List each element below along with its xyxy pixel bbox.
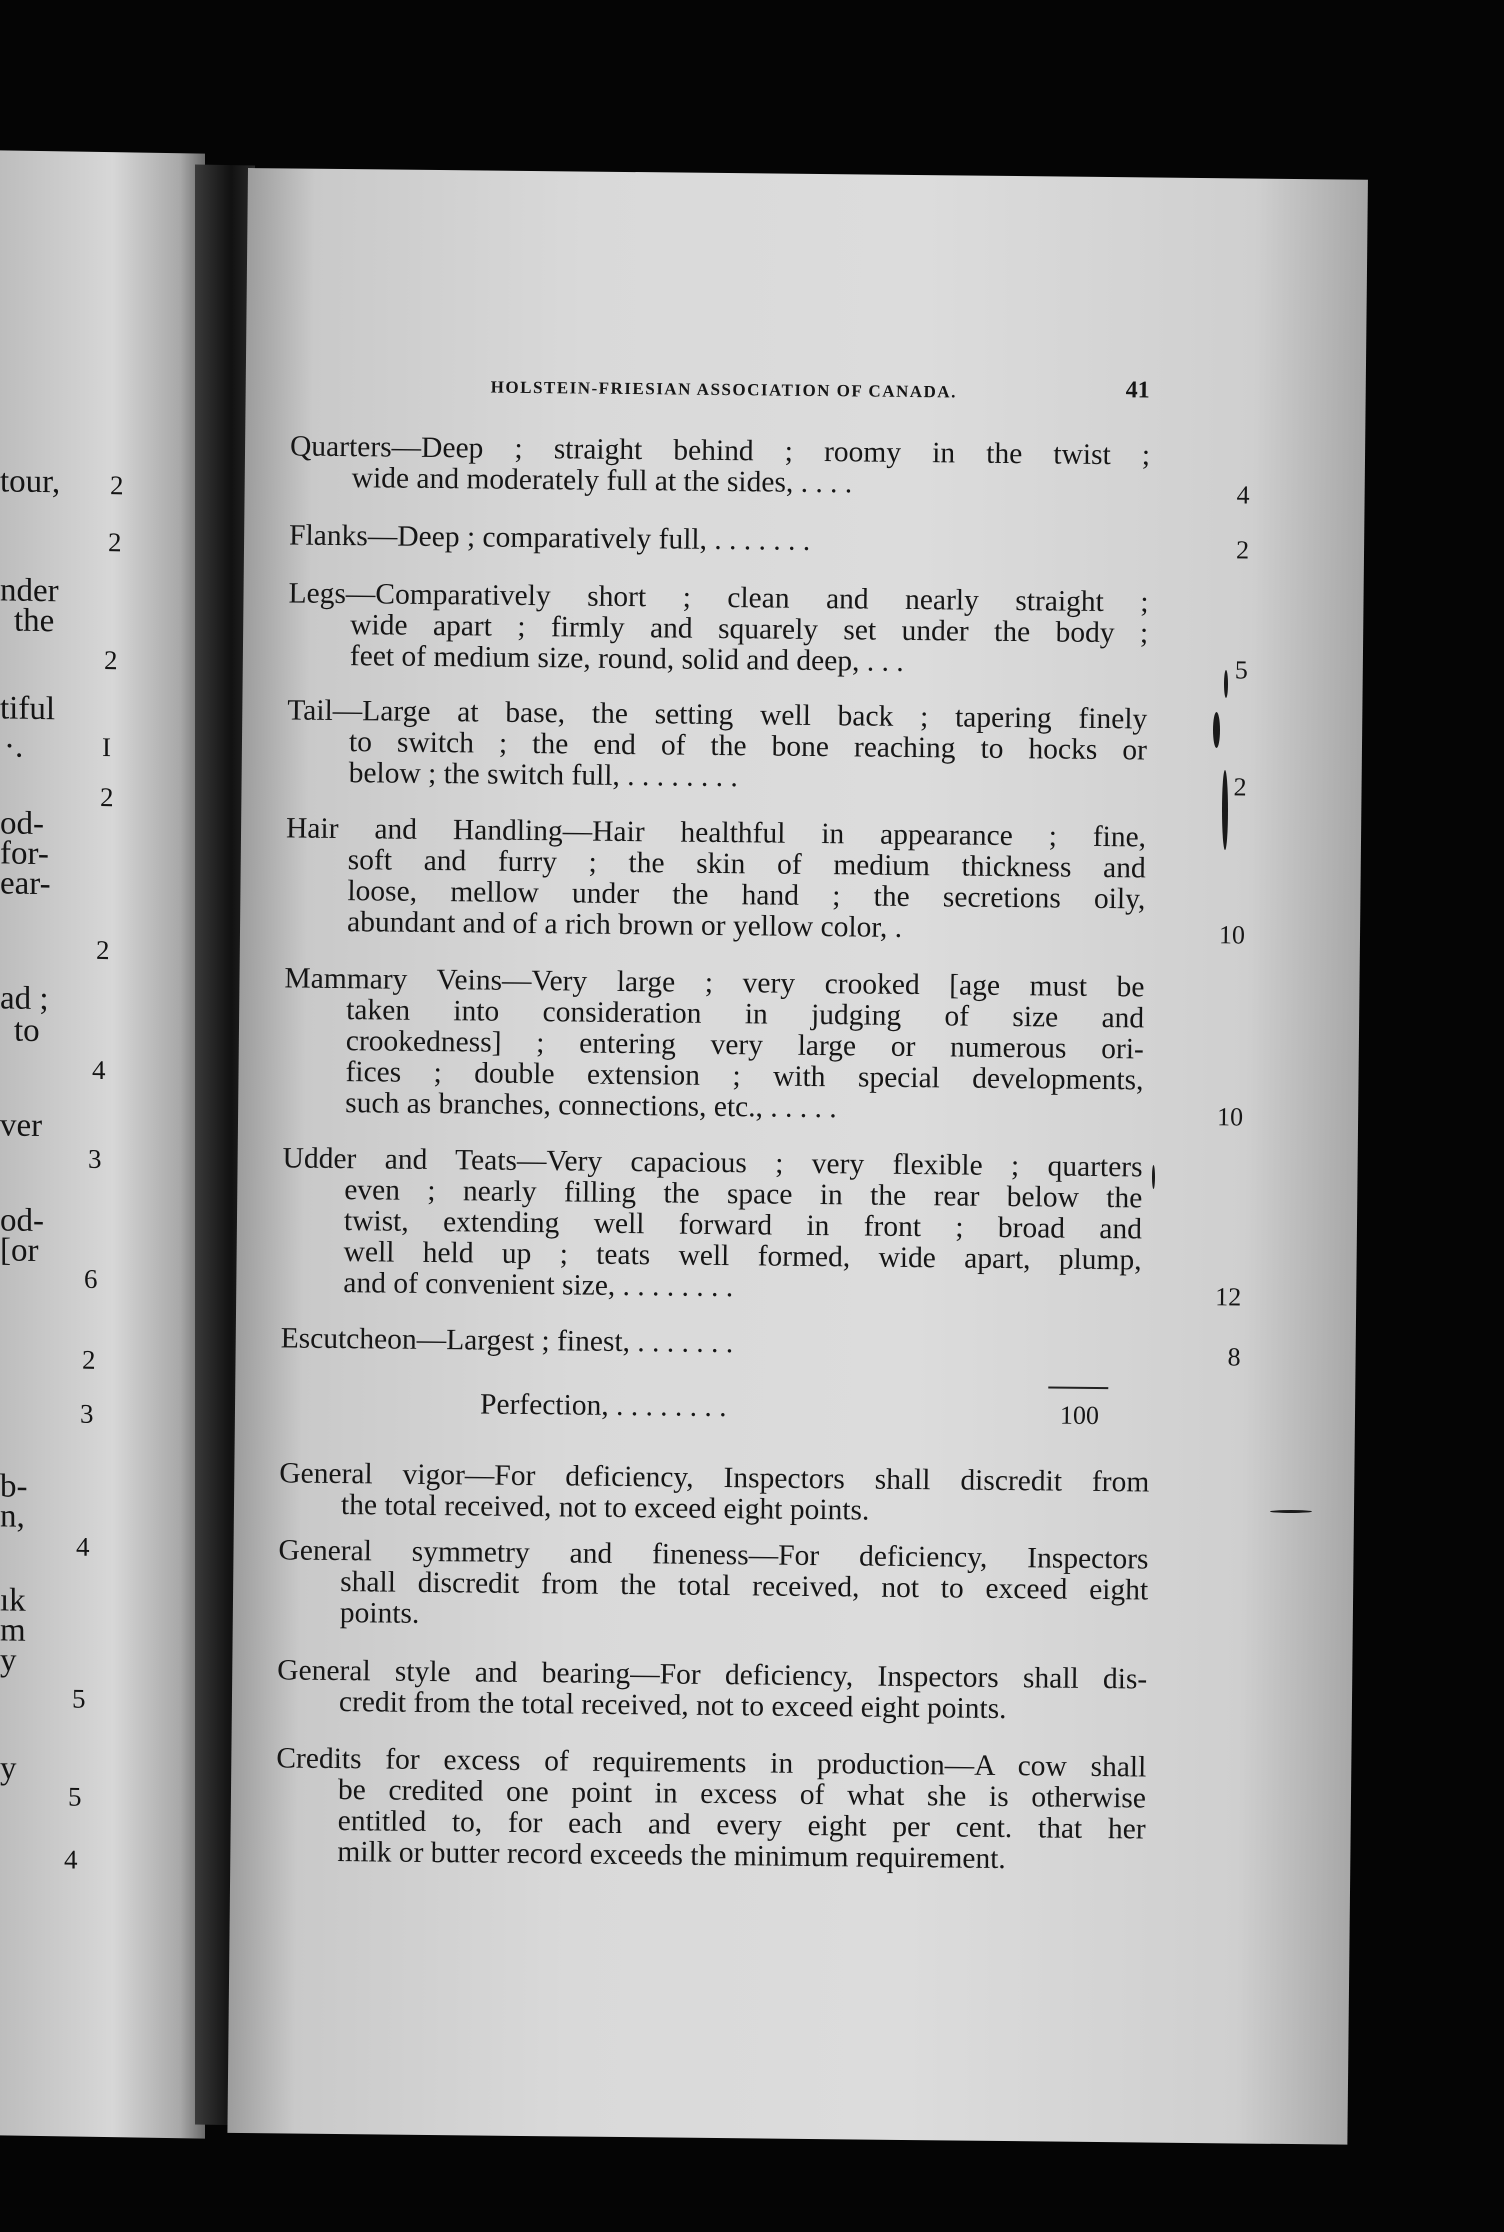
scorecard-entry-mammary-veins [283, 962, 1244, 1132]
scan-mark [1213, 712, 1220, 748]
running-head: HOLSTEIN-FRIESIAN ASSOCIATION OF CANADA. [490, 377, 957, 402]
facing-page-text: y [0, 1750, 17, 1787]
entry-line: taken into consideration in judging of size and [346, 994, 1145, 1035]
facing-page-text: od- [0, 805, 44, 843]
points-value: 10 [1216, 1102, 1244, 1132]
perfection-total: 100 [1059, 1400, 1100, 1430]
scan-mark [1224, 670, 1228, 698]
entry-line: points. [339, 1597, 420, 1630]
entry-line: Udder and Teats—Very capacious ; very flexible ; quarters [282, 1142, 1143, 1184]
facing-page-text: ·. [4, 728, 24, 765]
facing-page-text: n, [0, 1498, 25, 1535]
points-value: 5 [1234, 655, 1248, 685]
entry-line: abundant and of a rich brown or yellow color, . [346, 906, 903, 944]
deduction-general-vigor [279, 1458, 1150, 1529]
facing-page-text: the [14, 602, 55, 640]
scan-mark [1222, 770, 1228, 850]
facing-page-number: 3 [88, 1143, 102, 1174]
facing-page-number: 3 [80, 1398, 94, 1429]
facing-page-text: ver [0, 1107, 43, 1145]
facing-page-text: m [0, 1612, 26, 1649]
facing-page-text: tiful [0, 690, 55, 728]
entry-line: Legs—Comparatively short ; clean and nearly straight ; [288, 577, 1149, 619]
entry-line: Flanks—Deep ; comparatively full, . . . . . . . [288, 519, 811, 557]
entry-line: below ; the switch full, . . . . . . . . [348, 757, 739, 794]
entry-line: the total received, not to exceed eight points. [340, 1489, 870, 1527]
entry-line: even ; nearly filling the space in the rear below the [344, 1174, 1143, 1215]
entry-line: loose, mellow under the hand ; the secretions oily, [347, 875, 1146, 916]
perfection-total-row [235, 1386, 1105, 1430]
points-value: 2 [1235, 535, 1250, 565]
scorecard-entry-quarters [289, 430, 1250, 510]
entry-line: twist, extending well forward in front ; broad and [343, 1205, 1143, 1246]
points-value: 8 [1227, 1342, 1241, 1372]
entry-line: fices ; double extension ; with special developments, [345, 1056, 1144, 1097]
facing-page-text: nder [0, 572, 59, 610]
facing-page-number: 4 [64, 1844, 78, 1875]
entry-line: shall discredit from the total received, not to exceed eight [340, 1566, 1149, 1607]
scorecard-entry-escutcheon [280, 1322, 1241, 1372]
facing-page-number: 4 [76, 1531, 90, 1562]
points-value: 12 [1215, 1282, 1242, 1312]
deduction-general-symmetry [278, 1535, 1149, 1637]
scorecard-entry-flanks [288, 519, 1250, 565]
entry-line: feet of medium size, round, solid and deep, . . . [349, 640, 904, 678]
facing-page-number: 2 [110, 470, 124, 501]
facing-page-text: for- [0, 835, 49, 873]
entry-line: milk or butter record exceeds the minimum requirement. [337, 1836, 1006, 1876]
page-number: 41 [1125, 377, 1150, 404]
book-page [227, 168, 1368, 2145]
entry-line: wide apart ; firmly and squarely set under the body ; [350, 609, 1149, 650]
facing-page-text: b- [0, 1468, 28, 1505]
entry-line: wide and moderately full at the sides, . . . . [351, 462, 853, 500]
scorecard-entry-legs [288, 577, 1248, 685]
entry-line: be credited one point in excess of what she is otherwise [337, 1774, 1147, 1815]
scorecard-entry-tail [287, 694, 1247, 802]
facing-page-text: od- [0, 1202, 44, 1240]
facing-page [0, 150, 205, 2138]
total-rule [1048, 1386, 1108, 1389]
entry-line: Tail—Large at base, the setting well back ; tapering finely [287, 694, 1148, 736]
points-value: 10 [1218, 920, 1246, 950]
entry-line: General style and bearing—For deficiency, Inspectors shall dis- [277, 1654, 1148, 1696]
facing-page-number: 5 [68, 1781, 82, 1812]
points-value: 2 [1233, 772, 1247, 802]
facing-page-number: 4 [92, 1054, 106, 1086]
entry-line: Quarters—Deep ; straight behind ; roomy in the twist ; [289, 430, 1151, 472]
facing-page-number: 2 [108, 527, 122, 558]
scorecard-entry-udder-and-teats [281, 1142, 1242, 1312]
entry-line: General symmetry and fineness—For deficiency, Inspectors [278, 1534, 1149, 1576]
facing-page-text: ad ; [0, 980, 49, 1018]
entry-line: credit from the total received, not to exceed eight points. [338, 1686, 1007, 1726]
facing-page-number: 2 [100, 781, 114, 813]
entry-line: well held up ; teats well formed, wide apart, plump, [343, 1236, 1142, 1277]
facing-page-number: 6 [84, 1263, 98, 1294]
facing-page-number: 2 [96, 934, 110, 966]
facing-page-text: ık [0, 1582, 26, 1619]
entry-line: soft and furry ; the skin of medium thickness and [347, 844, 1146, 885]
entry-line: crookedness] ; entering very large or numerous ori- [345, 1025, 1144, 1066]
scorecard-entry-hair-and-handling [285, 812, 1246, 950]
entry-line: General vigor—For deficiency, Inspectors shall discredit from [279, 1457, 1150, 1499]
entry-line: Credits for excess of requirements in production—A cow shall [276, 1742, 1147, 1784]
facing-page-number: 2 [104, 645, 118, 676]
scan-mark [1152, 1165, 1155, 1189]
entry-line: Escutcheon—Largest ; finest, . . . . . . . [280, 1322, 734, 1360]
facing-page-text: tour, [0, 463, 61, 501]
entry-line: Mammary Veins—Very large ; very crooked [age must be [284, 962, 1145, 1004]
facing-page-text: [or [0, 1232, 39, 1269]
deduction-general-style [277, 1655, 1148, 1726]
facing-page-text: ear- [0, 865, 51, 903]
facing-page-number: 5 [72, 1683, 86, 1714]
facing-page-text: y [0, 1642, 17, 1679]
facing-page-number: I [102, 731, 111, 763]
facing-page-number: 2 [82, 1344, 96, 1375]
scan-mark [1270, 1510, 1312, 1513]
perfection-label: Perfection, . . . . . . . . [479, 1388, 727, 1424]
entry-line: Hair and Handling—Hair healthful in appearance ; fine, [285, 812, 1147, 854]
entry-line: such as branches, connections, etc., . . . . . [345, 1087, 837, 1125]
entry-line: and of convenient size, . . . . . . . . [343, 1267, 734, 1304]
facing-page-text: to [14, 1012, 40, 1050]
entry-line: entitled to, for each and every eight per cent. that her [337, 1805, 1146, 1846]
credit-excess-production [275, 1743, 1146, 1876]
points-value: 4 [1236, 480, 1250, 510]
entry-line: to switch ; the end of the bone reaching to hocks or [348, 726, 1148, 767]
